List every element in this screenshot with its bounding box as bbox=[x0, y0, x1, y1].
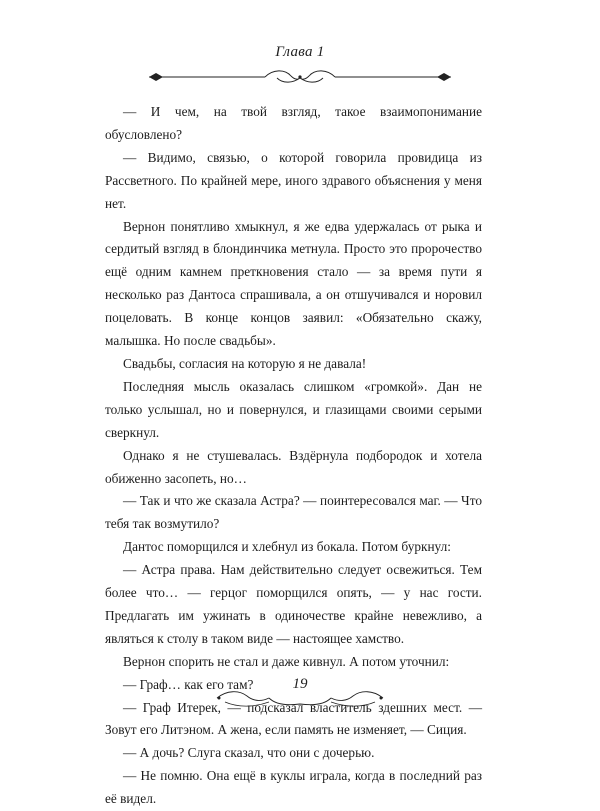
paragraph: — И чем, на твой взгляд, такое взаимопонимание обусловлено? bbox=[105, 104, 482, 142]
page-header bbox=[0, 44, 600, 94]
paragraph: — А дочь? Слуга сказал, что они с дочерью. bbox=[123, 745, 375, 761]
paragraph: — Не помню. Она ещё в куклы играла, когда в последний раз её видел. bbox=[105, 768, 482, 807]
paragraph: Вернон спорить не стал и даже кивнул. А потом уточнил: bbox=[123, 653, 450, 669]
paragraph: Дантос поморщился и хлебнул из бокала. Потом буркнул: bbox=[123, 539, 451, 555]
paragraph: — Граф Итерек, — подсказал властитель здешних мест. — Зовут его Литэном. А жена, если память не изменяет, — Сиция. bbox=[105, 699, 482, 738]
paragraph: — Астра права. Нам действительно следует освежиться. Тем более что… — герцог поморщился опять, — у нас гости. Предлагать им ужинать в одиночестве крайне невежливо, а являться к столу в таком виде — настоящее хамство. bbox=[105, 562, 482, 646]
page-footer bbox=[0, 676, 600, 716]
paragraph: Свадьбы, согласия на которую я не давала! bbox=[123, 355, 367, 371]
paragraph: — Видимо, связью, о которой говорила провидица из Рассветного. По крайней мере, иного здравого объяснения у меня нет. bbox=[105, 149, 482, 211]
header-flourish-ornament bbox=[145, 67, 455, 87]
paragraph: Однако я не стушевалась. Вздёрнула подбородок и хотела обиженно засопеть, но… bbox=[105, 447, 482, 486]
paragraph: — Граф… как его там? bbox=[123, 676, 254, 692]
paragraph: — Так и что же сказала Астра? — поинтересовался маг. — Что тебя так возмутило? bbox=[105, 493, 482, 532]
page-number: 19 bbox=[292, 676, 308, 692]
chapter-title: Глава 1 bbox=[275, 44, 325, 60]
paragraph: Последняя мысль оказалась слишком «громкой». Дан не только услышал, но и повернулся, и глазищами своими серыми сверкнул. bbox=[105, 378, 482, 440]
paragraph: Вернон понятливо хмыкнул, я же едва удержалась от рыка и сердитый взгляд в блондинчика метнула. Просто это пророчество ещё одним камнем преткновения стало — за время пути я несколько раз Дантоса спрашивала, а он отшучивался и норовил поцеловать. В конце концов заявил: «Обязательно скажу, малышка. Но после свадьбы». bbox=[105, 218, 482, 349]
